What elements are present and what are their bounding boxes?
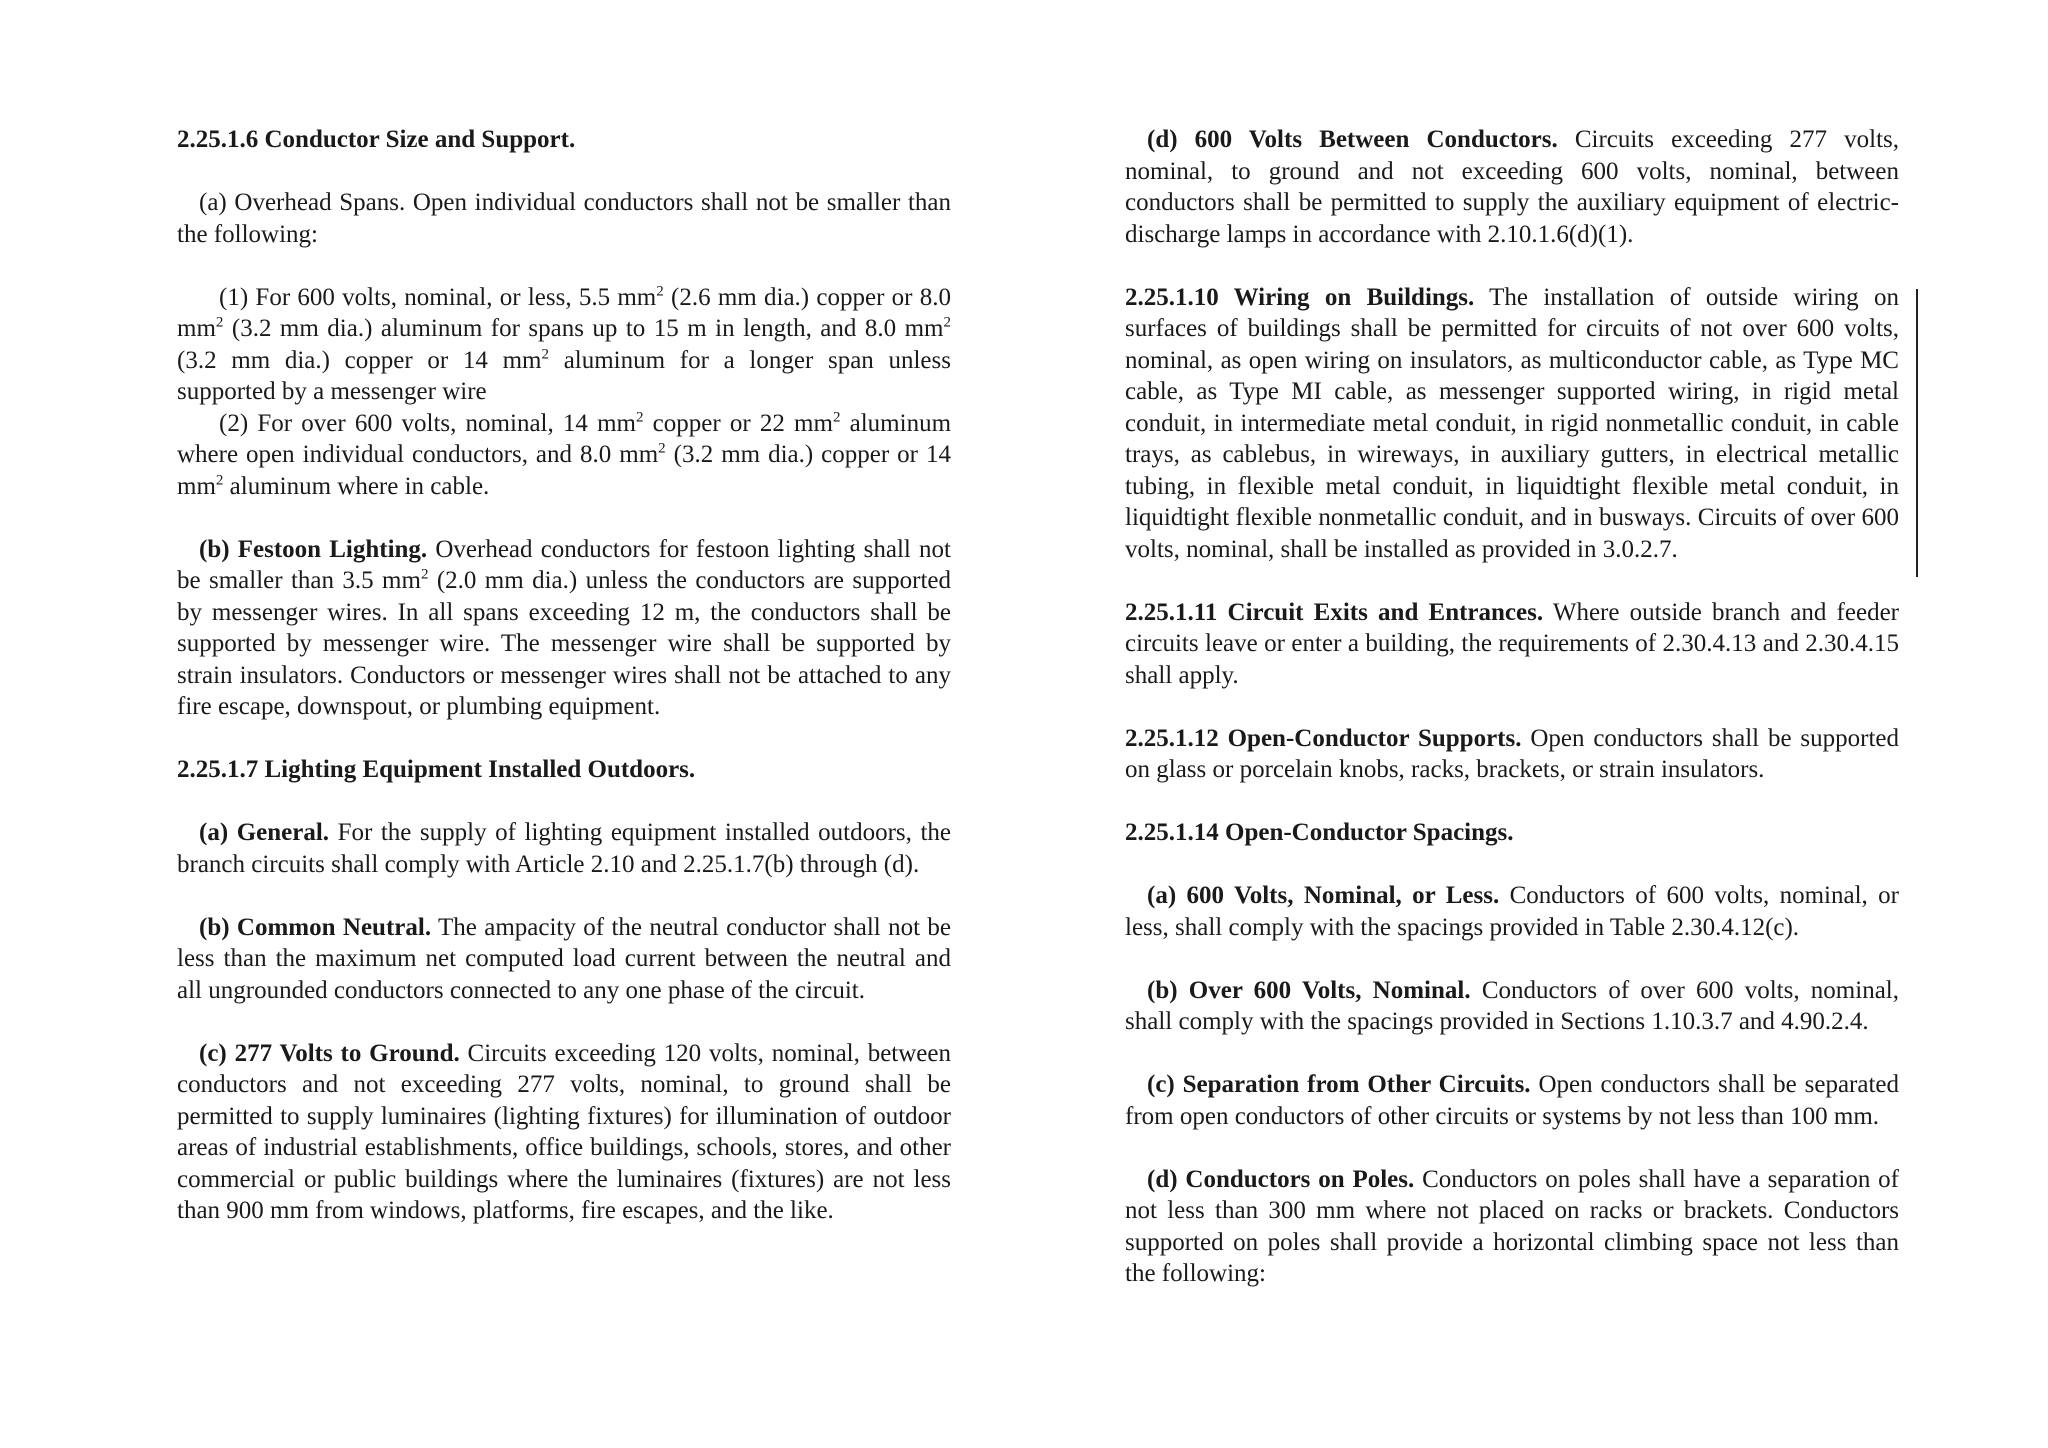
277-volts-title: (c) 277 Volts to Ground. xyxy=(199,1039,460,1067)
revision-change-bar xyxy=(1916,289,1918,577)
right-column xyxy=(1125,124,1899,1290)
conductors-on-poles-paragraph: (d) Conductors on Poles. Conductors on poles shall have a separation of not less than 300 mm where not placed on racks or brackets. Conductors supported on poles shall provide a horizontal climbing space not less than the following: xyxy=(1125,1165,1900,1287)
overhead-spans-list xyxy=(177,282,951,503)
overhead-spans-paragraph: (a) Overhead Spans. Open individual conductors shall not be smaller than the following: xyxy=(177,189,951,248)
section-2-25-1-10-title: 2.25.1.10 Wiring on Buildings. xyxy=(1125,283,1475,311)
600-volts-between-conductors-paragraph: (d) 600 Volts Between Conductors. Circuits exceeding 277 volts, nominal, to ground and not exceeding 600 volts, nominal, between conductors shall be permitted to supply the auxiliary equipment of electric-discharge lamps in accordance with 2.10.1.6(d)(1). xyxy=(1125,126,1899,248)
section-2-25-1-6-heading: 2.25.1.6 Conductor Size and Support. xyxy=(177,126,576,153)
section-2-25-1-7-heading: 2.25.1.7 Lighting Equipment Installed Outdoors. xyxy=(177,756,696,783)
list-item-2: (2) For over 600 volts, nominal, 14 $mm^2$ copper or 22 $mm^2$ aluminum where open individual conductors, and 8.0 $mm^2$ (3.2 mm dia.) copper or 14 $mm^2$ aluminum where in cable. xyxy=(177,409,952,500)
section-2-25-1-11-title: 2.25.1.11 Circuit Exits and Entrances. xyxy=(1125,598,1544,626)
600-volts-between-conductors-title: (d) 600 Volts Between Conductors. xyxy=(1147,126,1558,153)
277-volts-paragraph: (c) 277 Volts to Ground. Circuits exceeding 120 volts, nominal, between conductors and not exceeding 277 volts, nominal, to ground shall be permitted to supply luminaires (lighting fixtures) for illumination of outdoor areas of industrial establishments, office buildings, schools, stores, and other commercial or public buildings where the luminaires (fixtures) are not less than 900 mm from windows, platforms, fire escapes, and the like. xyxy=(177,1039,951,1224)
over-600-volts-title: (b) Over 600 Volts, Nominal. xyxy=(1147,976,1471,1004)
festoon-lighting-paragraph: (b) Festoon Lighting. Overhead conductors for festoon lighting shall not be smaller than 3.5 $mm^2$ (2.0 mm dia.) unless the conductors are supported by messenger wires. In all spans exceeding 12 m, the conductors shall be supported by messenger wire. The messenger wire shall be supported by strain insulators. Conductors or messenger wires shall not be attached to any fire escape, downspout, or plumbing equipment. xyxy=(177,535,951,720)
section-2-25-1-12-title: 2.25.1.12 Open-Conductor Supports. xyxy=(1125,724,1522,752)
list-item-1: (1) For 600 volts, nominal, or less, 5.5 $mm^2$ (2.6 mm dia.) copper or 8.0 $mm^2$ (3.2 mm dia.) aluminum for spans up to 15 m in length, and 8.0 $mm^2$ (3.2 mm dia.) copper or 14 $mm^2$ aluminum for a longer span unless supported by a messenger wire xyxy=(177,283,951,405)
general-paragraph: (a) General. For the supply of lighting equipment installed outdoors, the branch circuits shall comply with Article 2.10 and 2.25.1.7(b) through (d). xyxy=(177,819,951,878)
festoon-lighting-title: (b) Festoon Lighting. xyxy=(199,535,428,563)
separation-paragraph: (c) Separation from Other Circuits. Open conductors shall be separated from open conductors of other circuits or systems by not less than 100 mm. xyxy=(1125,1071,1900,1130)
section-2-25-1-14-heading: 2.25.1.14 Open-Conductor Spacings. xyxy=(1125,819,1514,846)
common-neutral-title: (b) Common Neutral. xyxy=(199,913,432,941)
common-neutral-paragraph: (b) Common Neutral. The ampacity of the neutral conductor shall not be less than the maximum net computed load current between the neutral and all ungrounded conductors connected to any one phase of the circuit. xyxy=(177,913,951,1004)
600-volts-or-less-title: (a) 600 Volts, Nominal, or Less. xyxy=(1147,882,1500,909)
general-title: (a) General. xyxy=(199,819,330,846)
conductors-on-poles-title: (d) Conductors on Poles. xyxy=(1147,1165,1415,1193)
wiring-on-buildings-paragraph: 2.25.1.10 Wiring on Buildings. The installation of outside wiring on surfaces of buildings shall be permitted for circuits of not over 600 volts, nominal, as open wiring on insulators, as multiconductor cable, as Type MC cable, as Type MI cable, as messenger supported wiring, in rigid metal conduit, in intermediate metal conduit, in rigid nonmetallic conduit, in cable trays, as cablebus, in wireways, in auxiliary gutters, in electrical metallic tubing, in flexible metal conduit, in liquidtight flexible metal conduit, in liquidtight flexible nonmetallic conduit, and in busways. Circuits of over 600 volts, nominal, shall be installed as provided in 3.0.2.7. xyxy=(1125,283,1899,563)
600-volts-or-less-paragraph: (a) 600 Volts, Nominal, or Less. Conductors of 600 volts, nominal, or less, shall comply with the spacings provided in Table 2.30.4.12(c). xyxy=(1125,882,1899,941)
left-column xyxy=(177,124,951,1227)
over-600-volts-paragraph: (b) Over 600 Volts, Nominal. Conductors of over 600 volts, nominal, shall comply with the spacings provided in Sections 1.10.3.7 and 4.90.2.4. xyxy=(1125,976,1899,1035)
separation-title: (c) Separation from Other Circuits. xyxy=(1147,1071,1531,1098)
open-conductor-supports-paragraph: 2.25.1.12 Open-Conductor Supports. Open conductors shall be supported on glass or porcelain knobs, racks, brackets, or strain insulators. xyxy=(1125,724,1899,783)
circuit-exits-paragraph: 2.25.1.11 Circuit Exits and Entrances. Where outside branch and feeder circuits leave or enter a building, the requirements of 2.30.4.13 and 2.30.4.15 shall apply. xyxy=(1125,598,1899,689)
